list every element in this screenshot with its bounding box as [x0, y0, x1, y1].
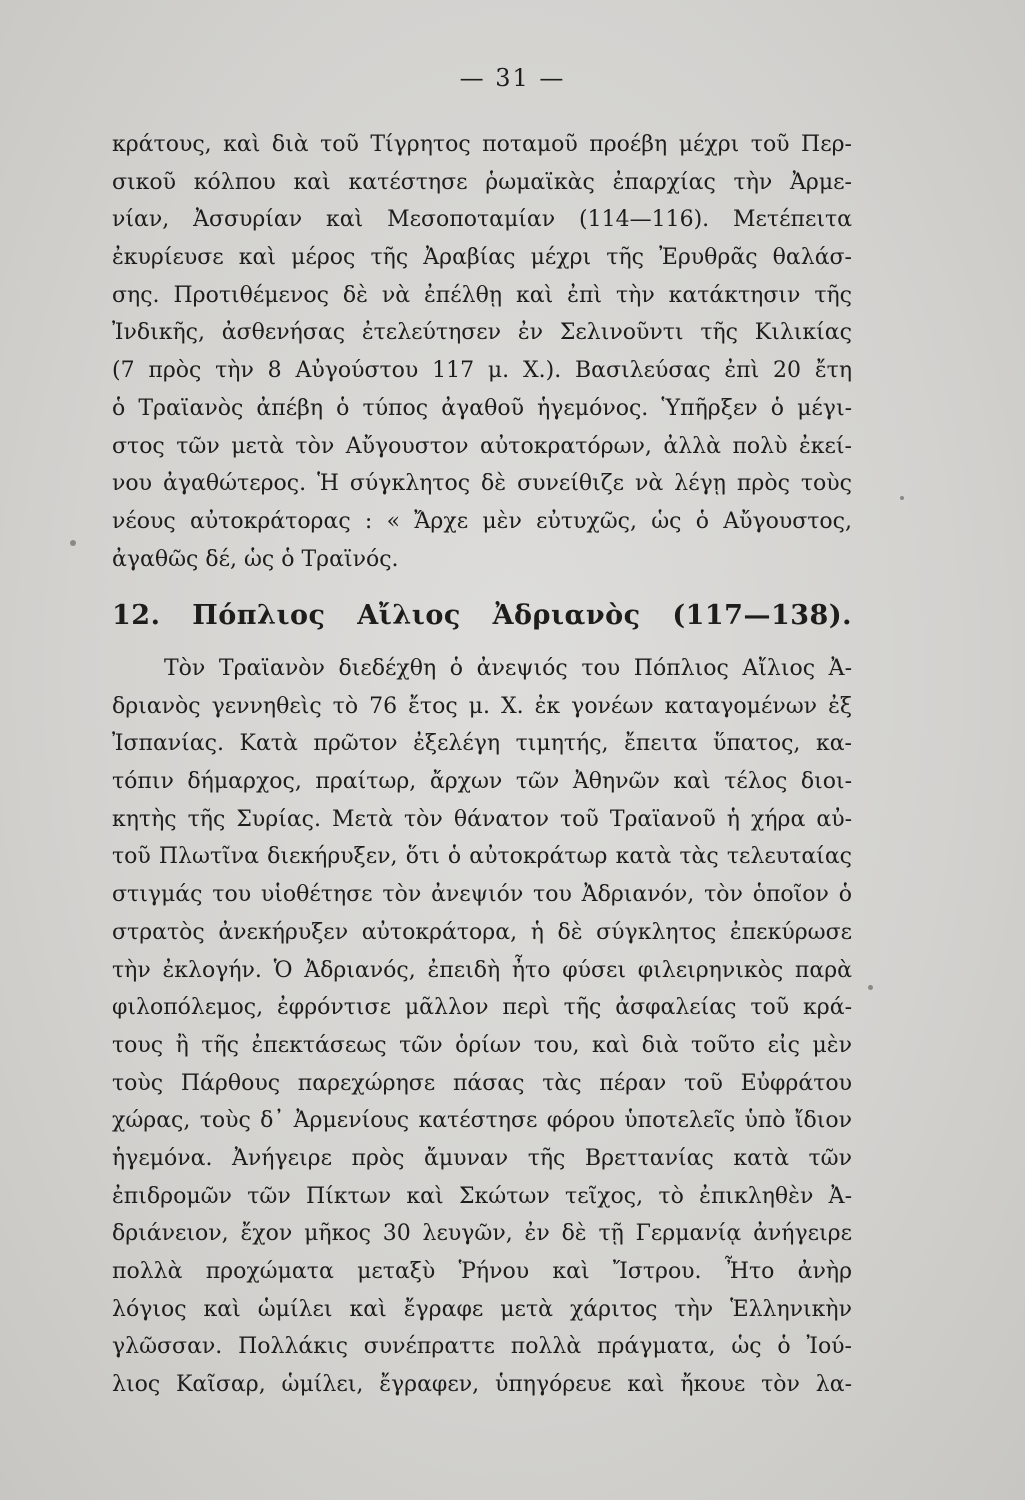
- text-line: χώρας, τοὺς δ᾽ Ἀρμενίους κατέστησε φόρου ὑποτελεῖς ὑπὸ ἴδιον: [112, 1108, 852, 1134]
- text-line: (7 πρὸς τὴν 8 Αὐγούστου 117 μ. Χ.). Βασιλεύσας ἐπὶ 20 ἔτη: [112, 358, 852, 384]
- paper-speck: [70, 540, 76, 546]
- text-line: στιγμάς του υἱοθέτησε τὸν ἀνεψιόν του Ἀδριανόν, τὸν ὁποῖον ὁ: [112, 882, 852, 908]
- text-line: δριανὸς γεννηθεὶς τὸ 76 ἔτος μ. Χ. ἐκ γονέων καταγομένων ἐξ: [112, 693, 852, 719]
- text-line: τοὺς Πάρθους παρεχώρησε πάσας τὰς πέραν τοῦ Εὐφράτου: [112, 1070, 852, 1096]
- text-line: φιλοπόλεμος, ἐφρόντισε μᾶλλον περὶ τῆς ἀσφαλείας τοῦ κρά-: [112, 995, 852, 1021]
- text-line: ἡγεμόνα. Ἀνήγειρε πρὸς ἄμυναν τῆς Βρεττανίας κατὰ τῶν: [112, 1145, 852, 1171]
- paragraph-hadrian: [112, 650, 852, 1404]
- text-line: τόπιν δήμαρχος, πραίτωρ, ἄρχων τῶν Ἀθηνῶν καὶ τέλος διοι-: [112, 769, 852, 795]
- text-line: τοῦ Πλωτῖνα διεκήρυξεν, ὅτι ὁ αὐτοκράτωρ κατὰ τὰς τελευταίας: [112, 844, 852, 870]
- text-line: σης. Προτιθέμενος δὲ νὰ ἐπέλθῃ καὶ ἐπὶ τὴν κατάκτησιν τῆς: [112, 282, 852, 308]
- text-line: Ἰνδικῆς, ἀσθενήσας ἐτελεύτησεν ἐν Σελινοῦντι τῆς Κιλικίας: [112, 320, 852, 346]
- text-line: νου ἀγαθώτερος. Ἡ σύγκλητος δὲ συνείθιζε νὰ λέγῃ πρὸς τοὺς: [112, 471, 852, 497]
- page-number: — 31 —: [459, 64, 566, 92]
- text-line: κητὴς τῆς Συρίας. Μετὰ τὸν θάνατον τοῦ Τραϊανοῦ ἡ χήρα αὐ-: [112, 806, 852, 832]
- text-line: ἐπιδρομῶν τῶν Πίκτων καὶ Σκώτων τεῖχος, τὸ ἐπικληθὲν Ἀ-: [112, 1183, 852, 1209]
- text-line: πολλὰ προχώματα μεταξὺ Ῥήνου καὶ Ἴστρου. Ἦτο ἀνὴρ: [112, 1259, 852, 1284]
- text-line: κράτους, καὶ διὰ τοῦ Τίγρητος ποταμοῦ προέβη μέχρι τοῦ Περ-: [112, 132, 852, 157]
- text-line: ὁ Τραϊανὸς ἀπέβη ὁ τύπος ἀγαθοῦ ἡγεμόνος. Ὑπῆρξεν ὁ μέγι-: [112, 395, 852, 421]
- paragraph-trajan: [112, 126, 852, 578]
- paper-speck: [900, 496, 904, 500]
- text-line: νίαν, Ἀσσυρίαν καὶ Μεσοποταμίαν (114—116). Μετέπειτα: [112, 207, 852, 233]
- text-line: τὴν ἐκλογήν. Ὁ Ἀδριανός, ἐπειδὴ ἦτο φύσει φιλειρηνικὸς παρὰ: [112, 957, 852, 983]
- text-line: ἀγαθῶς δέ, ὡς ὁ Τραϊνός.: [112, 546, 399, 572]
- text-line: γλῶσσαν. Πολλάκις συνέπραττε πολλὰ πράγματα, ὡς ὁ Ἰού-: [112, 1334, 852, 1360]
- text-line: σικοῦ κόλπου καὶ κατέστησε ῥωμαϊκὰς ἐπαρχίας τὴν Ἀρμε-: [112, 169, 852, 195]
- text-line: λόγιος καὶ ὡμίλει καὶ ἔγραφε μετὰ χάριτος τὴν Ἑλληνικὴν: [112, 1296, 852, 1322]
- text-line: νέους αὐτοκράτορας : « Ἄρχε μὲν εὐτυχῶς, ὡς ὁ Αὔγουστος,: [112, 508, 852, 534]
- section-heading: 12. Πόπλιος Αἴλιος Ἀδριανὸς (117—138).: [112, 600, 852, 631]
- text-line: ἐκυρίευσε καὶ μέρος τῆς Ἀραβίας μέχρι τῆς Ἐρυθρᾶς θαλάσ-: [112, 245, 852, 271]
- text-line: τους ἢ τῆς ἐπεκτάσεως τῶν ὁρίων του, καὶ διὰ τοῦτο εἰς μὲν: [112, 1032, 852, 1058]
- text-line: Τὸν Τραϊανὸν διεδέχθη ὁ ἀνεψιός του Πόπλιος Αἴλιος Ἀ-: [164, 656, 852, 681]
- text-line: στος τῶν μετὰ τὸν Αὔγουστον αὐτοκρατόρων, ἀλλὰ πολὺ ἐκεί-: [112, 433, 852, 459]
- text-line: δριάνειον, ἔχον μῆκος 30 λευγῶν, ἐν δὲ τῇ Γερμανίᾳ ἀνήγειρε: [112, 1221, 852, 1247]
- text-line: Ἰσπανίας. Κατὰ πρῶτον ἐξελέγη τιμητής, ἔπειτα ὕπατος, κα-: [112, 731, 852, 757]
- text-line: λιος Καῖσαρ, ὡμίλει, ἔγραφεν, ὑπηγόρευε καὶ ἤκουε τὸν λα-: [112, 1372, 852, 1398]
- text-line: στρατὸς ἀνεκήρυξεν αὐτοκράτορα, ἡ δὲ σύγκλητος ἐπεκύρωσε: [112, 919, 852, 945]
- paper-speck: [868, 985, 873, 990]
